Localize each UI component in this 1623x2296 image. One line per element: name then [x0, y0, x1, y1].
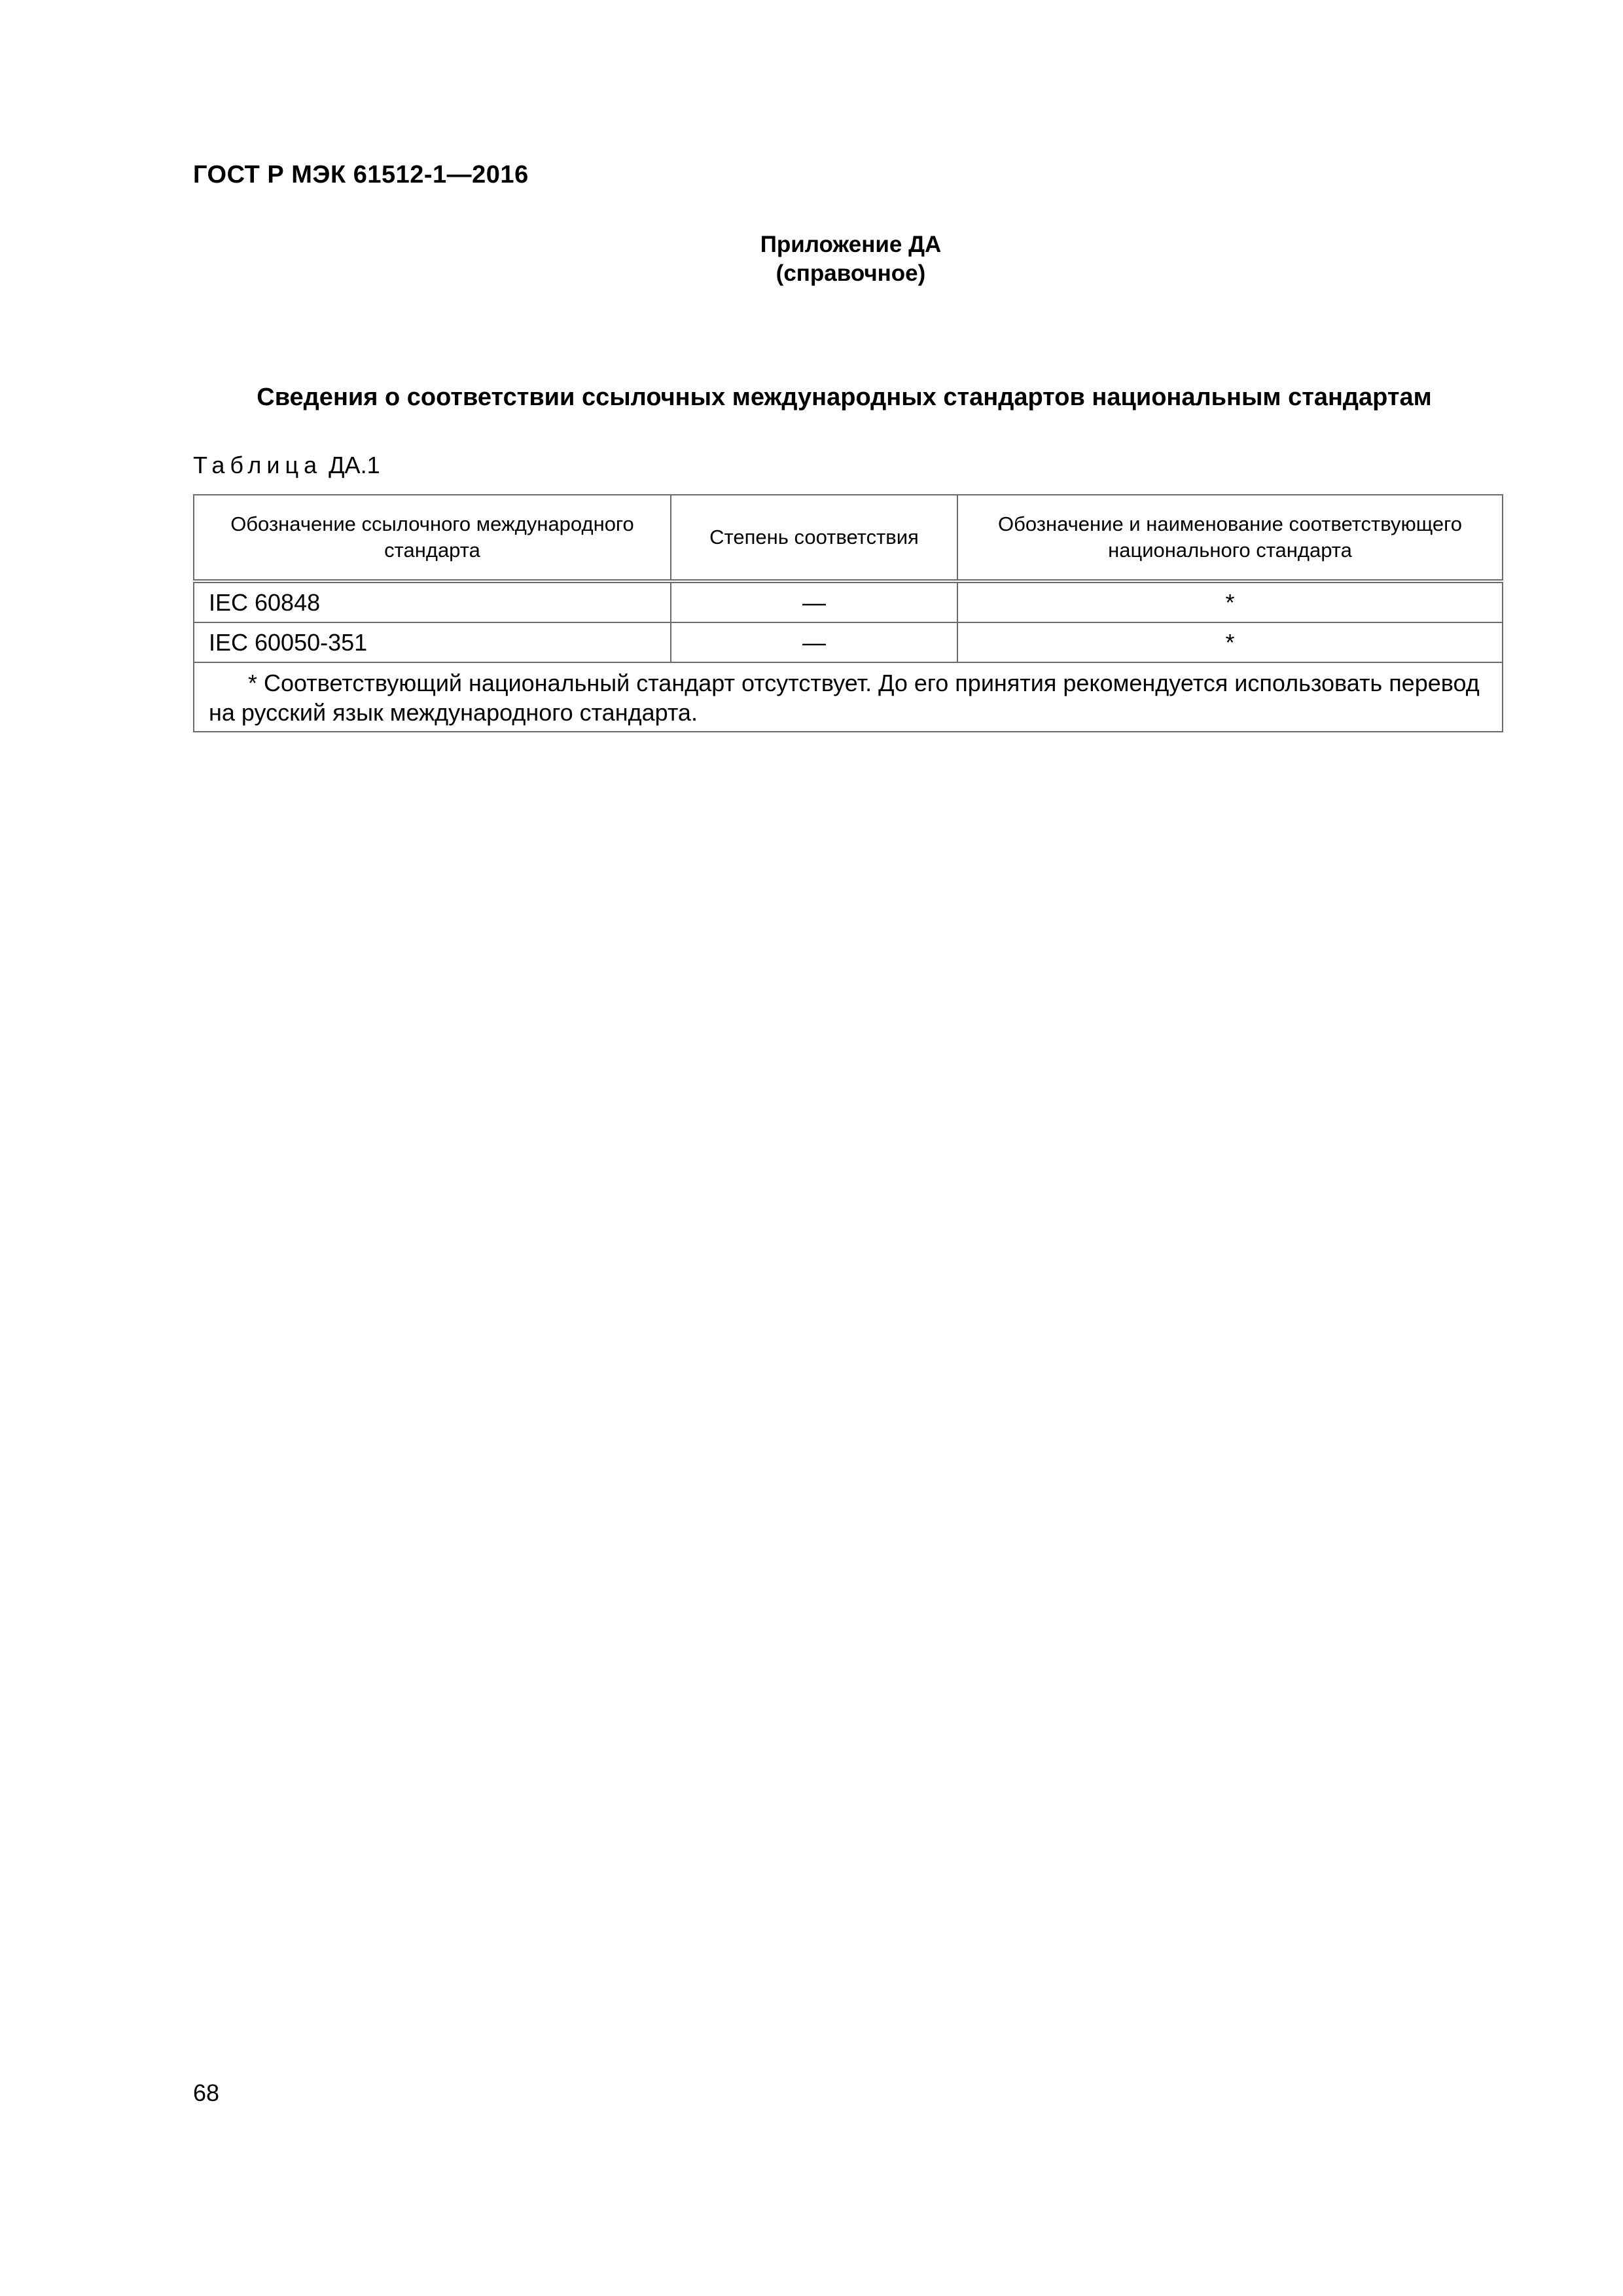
table-header-row: [194, 495, 1503, 581]
correspondence-table: [193, 494, 1503, 732]
table-footnote: [194, 662, 1503, 732]
table-row: [194, 622, 1503, 662]
table-row: [194, 581, 1503, 622]
table-label: Таблица: [193, 452, 323, 478]
cell-degree: —: [671, 581, 957, 622]
table-caption: [193, 452, 380, 479]
cell-designation: IEC 60050-351: [194, 622, 671, 662]
table-footnote-row: [194, 662, 1503, 732]
header-national-standard: Обозначение и наименование соответствующего национального стандарта: [957, 495, 1503, 581]
appendix-type: (справочное): [776, 260, 926, 286]
cell-national: *: [957, 622, 1503, 662]
header-international-designation: Обозначение ссылочного международного стандарта: [194, 495, 671, 581]
footnote-text: * Соответствующий национальный стандарт отсутствует. До его принятия рекомендуется использовать перевод на русский язык международного стандарта.: [209, 670, 1480, 726]
cell-degree: —: [671, 622, 957, 662]
cell-designation: IEC 60848: [194, 581, 671, 622]
header-degree-of-correspondence: Степень соответствия: [671, 495, 957, 581]
appendix-title: Приложение ДА: [760, 232, 942, 257]
appendix-heading: [0, 230, 1623, 288]
cell-national: *: [957, 581, 1503, 622]
table-number: ДА.1: [329, 452, 380, 478]
section-title: Сведения о соответствии ссылочных международных стандартов национальным стандартам: [257, 384, 1432, 411]
page-number: 68: [193, 2079, 220, 2106]
document-designation: ГОСТ Р МЭК 61512-1—2016: [193, 161, 529, 188]
